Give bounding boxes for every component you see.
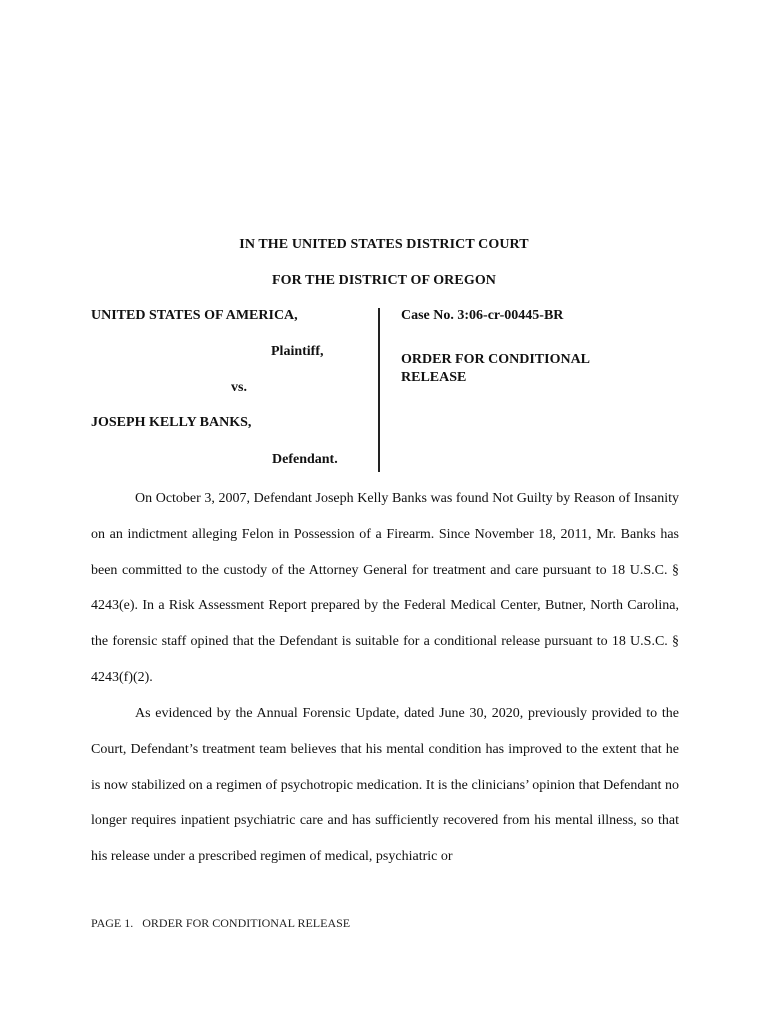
caption-divider	[378, 308, 380, 472]
plaintiff-name: UNITED STATES OF AMERICA,	[91, 308, 298, 323]
page-footer: PAGE 1. ORDER FOR CONDITIONAL RELEASE	[91, 916, 351, 930]
defendant-name: JOSEPH KELLY BANKS,	[91, 415, 252, 430]
district-heading: FOR THE DISTRICT OF OREGON	[271, 273, 497, 288]
body-paragraph: On October 3, 2007, Defendant Joseph Kelly Banks was found Not Guilty by Reason of Insanity on an indictment alleging Felon in Possession of a Firearm. Since November 18, 2011, Mr. Banks has been committed to the custody of the Attorney General for treatment and care pursuant to 18 U.S.C. § 4243(e). In a Risk Assessment Report prepared by the Federal Medical Center, Butner, North Carolina, the forensic staff opined that the Defendant is suitable for a conditional release pursuant to 18 U.S.C. § 4243(f)(2).	[91, 491, 679, 685]
order-title: ORDER FOR CONDITIONAL RELEASE	[401, 352, 590, 385]
body-paragraph: As evidenced by the Annual Forensic Update, dated June 30, 2020, previously provided to the Court, Defendant’s treatment team believes that his mental condition has improved to the extent that he is now stabilized on a regimen of psychotropic medication. It is the clinicians’ opinion that Defendant no longer requires inpatient psychiatric care and has sufficiently recovered from his mental illness, so that his release under a prescribed regimen of medical, psychiatric or	[91, 706, 679, 865]
plaintiff-role: Plaintiff,	[271, 344, 324, 359]
defendant-role: Defendant.	[272, 452, 338, 467]
versus-label: vs.	[231, 380, 247, 395]
court-name-heading: IN THE UNITED STATES DISTRICT COURT	[239, 237, 529, 252]
case-number: Case No. 3:06-cr-00445-BR	[401, 308, 564, 323]
